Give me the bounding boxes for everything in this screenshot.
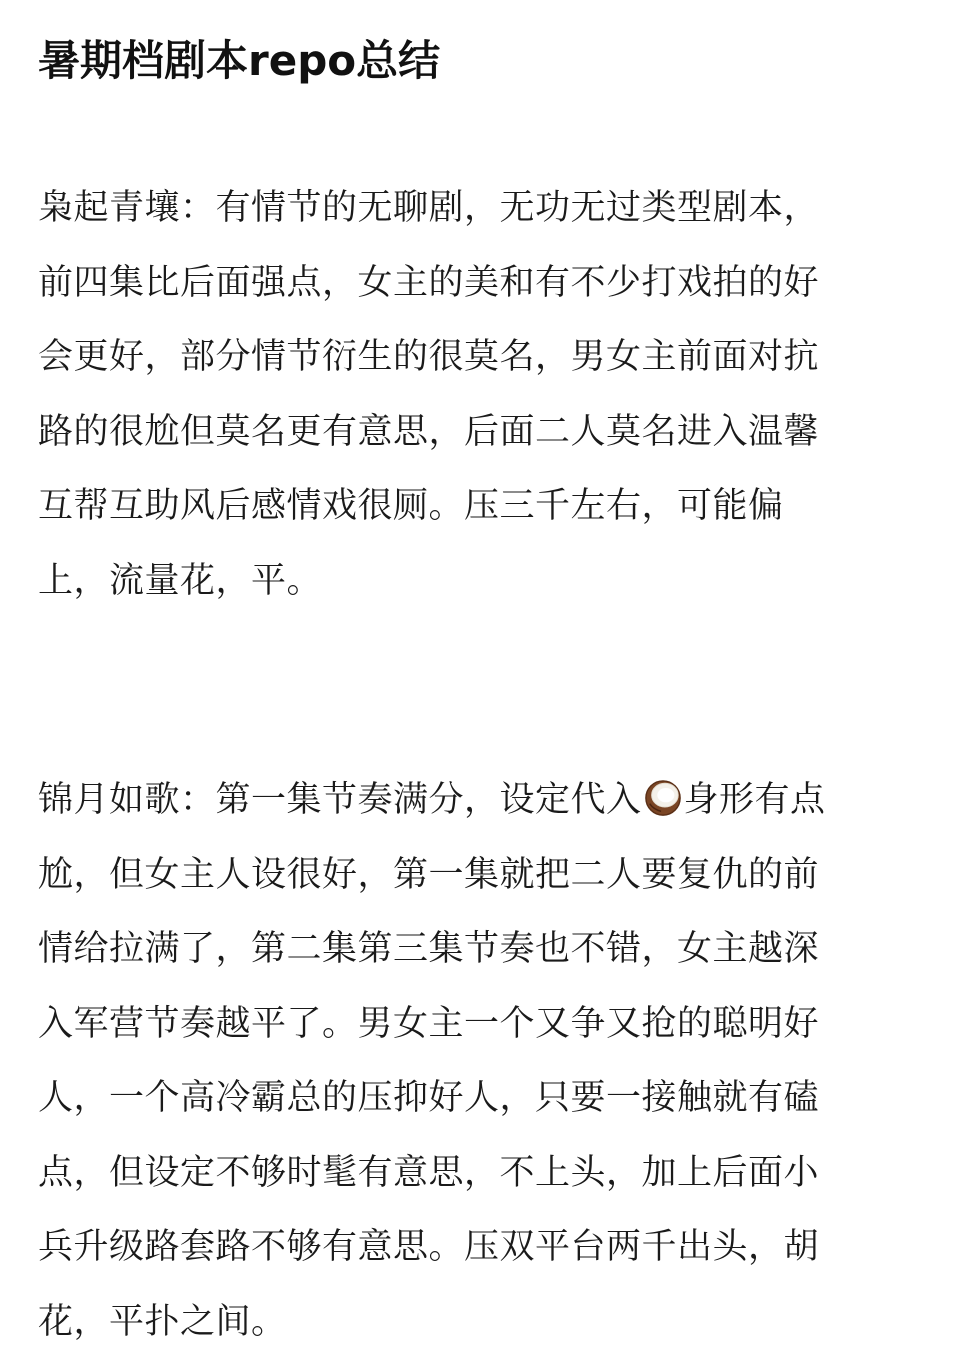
text-line: 情给拉满了，第二集第三集节奏也不错，女主越深	[38, 912, 918, 987]
text-line: 花，平扑之间。	[38, 1285, 918, 1359]
coconut-icon	[644, 779, 682, 817]
text-segment: 身形有点	[684, 780, 826, 820]
post-title: 暑期档剧本repo总结	[38, 0, 918, 92]
text-line: 入军营节奏越平了。男女主一个又争又抢的聪明好	[38, 987, 918, 1062]
text-line: 点，但设定不够时髦有意思，不上头，加上后面小	[38, 1136, 918, 1211]
review-paragraph-2	[38, 763, 918, 1359]
text-line: 人，一个高冷霸总的压抑好人，只要一接触就有磕	[38, 1061, 918, 1136]
post-content	[38, 0, 918, 1359]
text-line: 尬，但女主人设很好，第一集就把二人要复仇的前	[38, 838, 918, 913]
text-line: 前四集比后面强点，女主的美和有不少打戏拍的好	[38, 246, 918, 321]
text-line: 上，流量花，平。	[38, 544, 918, 619]
text-line: 路的很尬但莫名更有意思，后面二人莫名进入温馨	[38, 395, 918, 470]
text-line: 会更好，部分情节衍生的很莫名，男女主前面对抗	[38, 320, 918, 395]
text-line: 互帮互助风后感情戏很厕。压三千左右，可能偏	[38, 469, 918, 544]
text-segment: 锦月如歌：第一集节奏满分，设定代入	[38, 780, 642, 820]
text-line: 兵升级路套路不够有意思。压双平台两千出头，胡	[38, 1210, 918, 1285]
text-line: 枭起青壤：有情节的无聊剧，无功无过类型剧本，	[38, 171, 918, 246]
text-line	[38, 763, 918, 838]
review-paragraph-1	[38, 171, 918, 618]
